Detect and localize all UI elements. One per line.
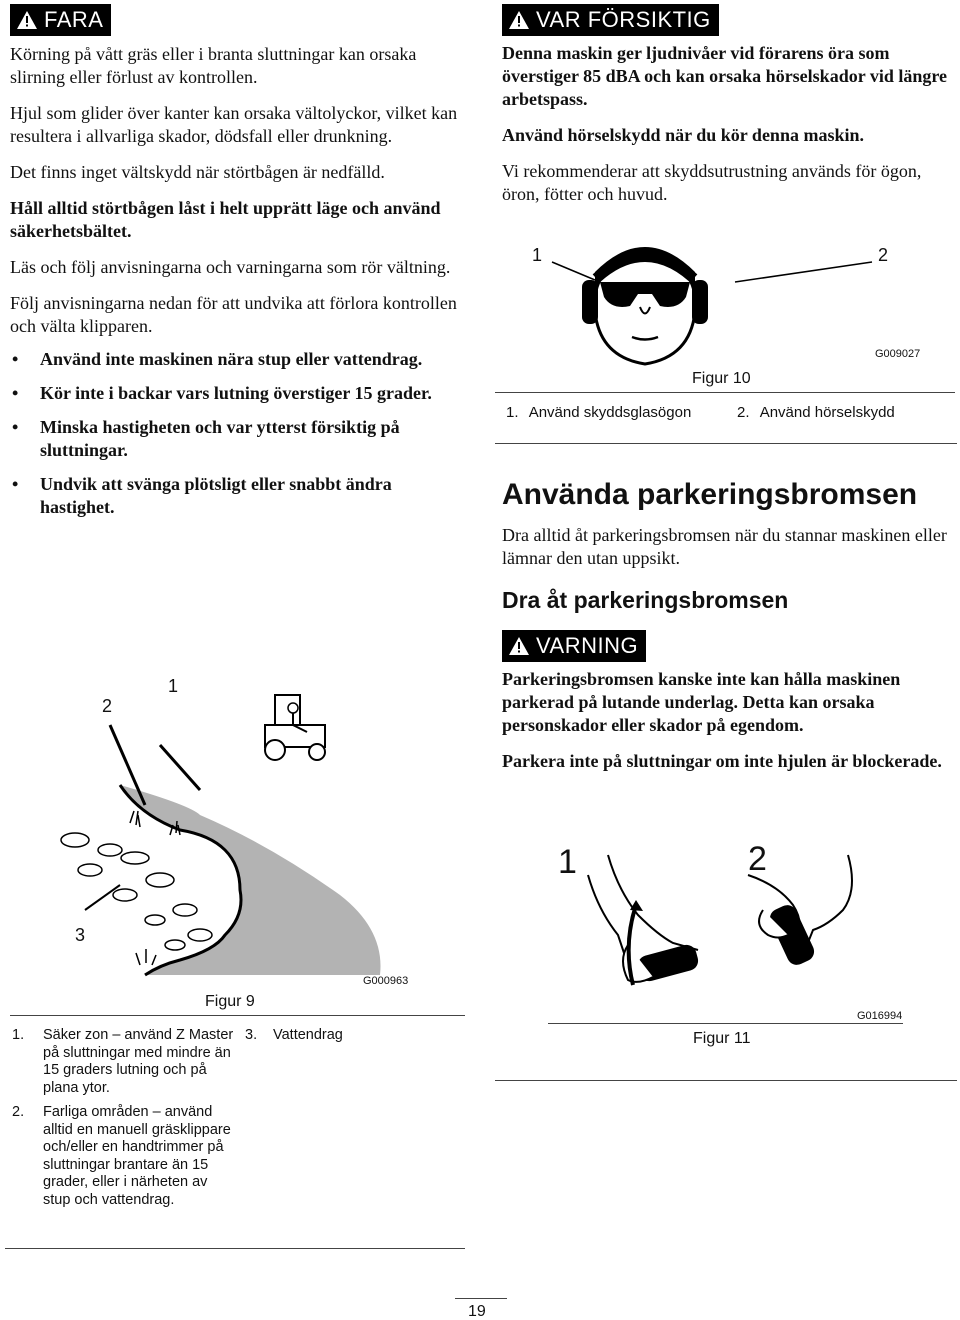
danger-badge: [10, 4, 111, 36]
warning-label: VARNING: [536, 633, 639, 658]
warning-badge: [502, 630, 646, 662]
figure-11-hand-lever-illustration: [548, 835, 908, 1025]
legend-number: 1.: [506, 404, 519, 421]
figure-9-callout-1: 1: [168, 676, 179, 696]
legend-text: Använd skyddsglasögon: [528, 404, 692, 421]
page-number: 19: [468, 1303, 486, 1320]
list-item: • Minska hastigheten och var ytterst försiktig på sluttningar.: [10, 416, 465, 462]
warning-triangle-icon: [16, 10, 38, 30]
figure-9-legend: [12, 1027, 237, 1209]
divider: [10, 1015, 465, 1016]
figure-11-callout-1: 1: [558, 843, 577, 881]
right-column: [502, 4, 958, 206]
divider: [495, 392, 955, 393]
warning-text-1: Parkeringsbromsen kanske inte kan hålla maskinen parkerad på lutande underlag. Detta kan orsaka personskador eller skador på egendom.: [502, 669, 901, 735]
rollbar-instruction: Håll alltid störtbågen låst i helt upprätt läge och använd säkerhetsbältet.: [10, 198, 441, 241]
figure-10-leader-lines: [500, 240, 910, 310]
figure-10-legend-1: [506, 404, 691, 422]
figure-9-slope-illustration: [40, 665, 420, 985]
danger-label: FARA: [44, 7, 104, 32]
parking-brake-section: [502, 478, 958, 773]
subsection-heading: Dra åt parkeringsbromsen: [502, 587, 789, 613]
figure-11-caption: Figur 11: [693, 1030, 751, 1047]
legend-item: [12, 1104, 237, 1209]
paragraph-follow-instructions: Följ anvisningarna nedan för att undvika att förlora kontrollen och välta klipparen.: [10, 293, 457, 336]
figure-9-callout-2: 2: [102, 696, 113, 716]
caution-noise-text: Denna maskin ger ljudnivåer vid förarens öra som överstiger 85 dBA och kan orsaka hörselskador vid längre arbetspass.: [502, 43, 948, 109]
legend-item: [12, 1027, 237, 1097]
legend-text: Vattendrag: [273, 1027, 343, 1043]
left-column: [10, 4, 465, 530]
warning-triangle-icon: [508, 10, 530, 30]
page-number-rule: [455, 1298, 507, 1299]
warning-text-2: Parkera inte på sluttningar om inte hjulen är blockerade.: [502, 751, 942, 771]
section-heading: Använda parkeringsbromsen: [502, 478, 918, 511]
list-item: • Undvik att svänga plötsligt eller snabbt ändra hastighet.: [10, 473, 465, 519]
figure-10-caption: Figur 10: [692, 370, 751, 387]
figure-9-code: G000963: [363, 975, 409, 987]
figure-9-caption: Figur 9: [205, 993, 255, 1010]
legend-number: 2.: [737, 404, 750, 421]
figure-10-legend-2: [737, 404, 895, 422]
figure-10-callout-2: 2: [878, 245, 889, 265]
legend-number: 3.: [245, 1027, 258, 1043]
danger-paragraph-2: Hjul som glider över kanter kan orsaka vältolyckor, vilket kan resultera i allvarliga skador, dödsfall eller drunkning.: [10, 103, 458, 146]
divider: [5, 1248, 465, 1249]
caution-label: VAR FÖRSIKTIG: [536, 7, 711, 32]
paragraph-rollover: Läs och följ anvisningarna och varningarna som rör vältning.: [10, 257, 451, 277]
figure-9-callout-3: 3: [75, 925, 86, 945]
figure-10-callout-1: 1: [532, 245, 543, 265]
danger-paragraph-3: Det finns inget vältskydd när störtbågen är nedfälld.: [10, 162, 385, 182]
mower-icon: [265, 695, 325, 760]
list-item: • Kör inte i backar vars lutning överstiger 15 grader.: [10, 382, 465, 405]
legend-text: Använd hörselskydd: [759, 404, 895, 421]
legend-number: 1.: [12, 1027, 25, 1043]
list-item: • Använd inte maskinen nära stup eller vattendrag.: [10, 348, 465, 371]
legend-text: Farliga områden – använd alltid en manuell gräsklippare och/eller en handtrimmer på sluttningar brantare än 15 grader, eller i närheten av stup och vattendrag.: [43, 1104, 231, 1208]
legend-text: Säker zon – använd Z Master på sluttningar med mindre än 15 graders lutning och på plana ytor.: [43, 1027, 234, 1096]
danger-paragraph-1: Körning på vått gräs eller i branta sluttningar kan orsaka slirning eller förlust av kontrollen.: [10, 44, 417, 87]
divider: [495, 1080, 957, 1081]
legend-item: [245, 1027, 445, 1045]
figure-10-code: G009027: [875, 348, 921, 360]
figure-11-code: G016994: [857, 1010, 903, 1022]
figure-11-callout-2: 2: [748, 840, 767, 878]
warning-triangle-icon: [508, 636, 530, 656]
caution-protective-equipment: Vi rekommenderar att skyddsutrustning används för ögon, öron, fötter och huvud.: [502, 161, 922, 204]
caution-badge: [502, 4, 719, 36]
caution-hearing-text: Använd hörselskydd när du kör denna maskin.: [502, 125, 864, 145]
divider: [495, 443, 957, 444]
legend-number: 2.: [12, 1104, 25, 1120]
section-intro: Dra alltid åt parkeringsbromsen när du stannar maskinen eller lämnar den utan uppsikt.: [502, 525, 947, 568]
divider: [548, 1023, 903, 1024]
safety-bullet-list: [10, 348, 465, 519]
